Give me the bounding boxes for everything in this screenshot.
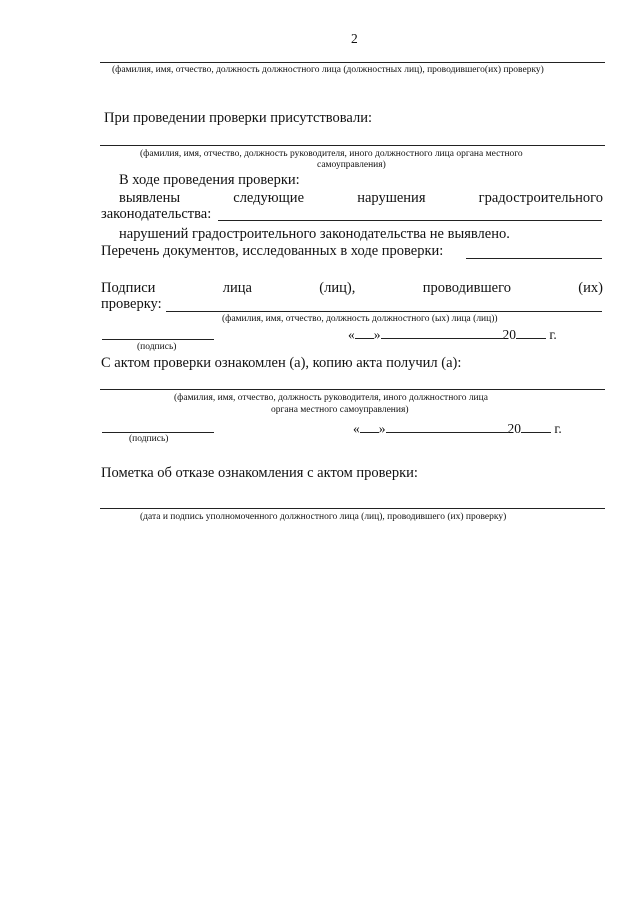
signature-label-2: (подпись) (129, 434, 169, 444)
word-podpisi: Подписи (101, 280, 156, 296)
date-month-line-2 (386, 421, 508, 433)
date-month-line-1 (381, 327, 503, 339)
during-check-heading: В ходе проведения проверки: (119, 172, 300, 188)
word-gradostroitelnogo: градостроительного (478, 190, 603, 206)
signature-label-1: (подпись) (137, 342, 177, 352)
date-year-line-1 (516, 327, 546, 339)
date-open-quote-1: « (348, 327, 355, 342)
inspector-name-line (100, 62, 605, 63)
violations-fill-line (218, 220, 602, 221)
caption-present: (фамилия, имя, отчество, должность руководителя, иного должностного лица органа местного (140, 149, 523, 159)
word-vyyavleny: выявлены (119, 190, 181, 206)
acquainted-line (100, 389, 605, 390)
word-narusheniya: нарушения (357, 190, 426, 206)
signatures-line-2: проверку: (101, 296, 162, 312)
word-ikh: (их) (578, 280, 603, 296)
date-suffix-1: г. (549, 327, 557, 342)
date-year-line-2 (521, 421, 551, 433)
documents-fill-line (466, 258, 602, 259)
documents-list-label: Перечень документов, исследованных в ходе проверки: (101, 243, 444, 259)
word-litsa: лица (222, 280, 252, 296)
date-year-1: 20 (502, 327, 516, 342)
date-row-1 (348, 327, 557, 343)
date-day-line-2 (360, 421, 379, 433)
word-sleduyushchie: следующие (233, 190, 305, 206)
caption-head: (фамилия, имя, отчество, должность руководителя, иного должностного лица (174, 393, 488, 403)
date-year-2: 20 (507, 421, 521, 436)
date-day-line-1 (355, 327, 374, 339)
page-number: 2 (351, 31, 358, 46)
violations-line-2: законодательства: (101, 206, 212, 222)
caption-inspector-top: (фамилия, имя, отчество, должность должностного лица (должностных лиц), проводившего(их) проверку) (112, 65, 544, 75)
present-line (100, 145, 605, 146)
refusal-line (100, 508, 605, 509)
date-row-2 (353, 421, 562, 437)
signatures-fill-line (166, 311, 602, 312)
signature-line-1 (102, 339, 214, 340)
present-heading: При проведении проверки присутствовали: (104, 110, 373, 126)
date-close-quote-2: » (378, 421, 386, 436)
signature-line-2 (102, 432, 214, 433)
signatures-line (101, 280, 603, 297)
caption-head-2: органа местного самоуправления) (271, 405, 409, 415)
date-close-quote-1: » (373, 327, 381, 342)
word-lits: (лиц), (319, 280, 356, 296)
caption-inspector-sign: (фамилия, имя, отчество, должность должностного (ых) лица (лиц)) (222, 314, 498, 324)
word-provodivshego: проводившего (422, 280, 511, 296)
acquainted-label: С актом проверки ознакомлен (а), копию акта получил (а): (101, 355, 462, 371)
no-violations-text: нарушений градостроительного законодательства не выявлено. (119, 226, 510, 242)
date-open-quote-2: « (353, 421, 360, 436)
date-suffix-2: г. (554, 421, 562, 436)
violations-line (119, 190, 603, 207)
refusal-note-label: Пометка об отказе ознакомления с актом проверки: (101, 465, 418, 481)
caption-refusal: (дата и подпись уполномоченного должностного лица (лиц), проводившего (их) проверку) (140, 512, 507, 522)
caption-present-2: самоуправления) (317, 160, 386, 170)
